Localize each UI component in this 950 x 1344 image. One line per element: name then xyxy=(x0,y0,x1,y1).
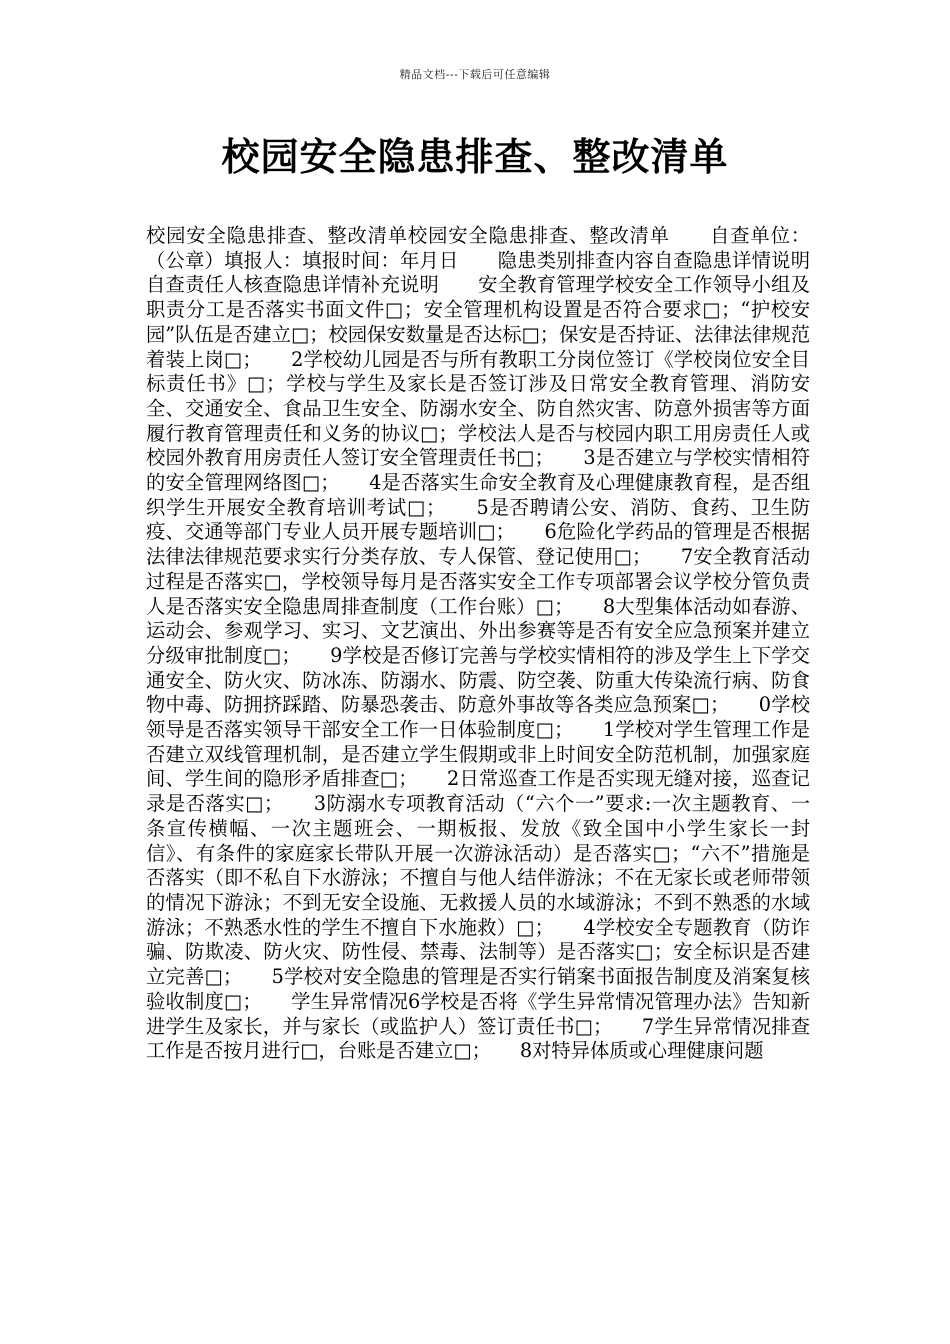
document-title: 校园安全隐患排查、整改清单 xyxy=(221,135,729,179)
header-note: 精品文档---下载后可任意编辑 xyxy=(399,68,551,81)
document-body: 校园安全隐患排查、整改清单校园安全隐患排查、整改清单 自查单位：（公章）填报人：填报时间：年月日 隐患类别排查内容自查隐患详情说明自查责任人核查隐患详情补充说明 安全教育管理学校安全工作领导小组及职责分工是否落实书面文件□；安全管理机构设置是否符合要求□；“护校安园”队伍是否建立□；校园保安数量是否达标□；保安是否持证、法律法律规范着装上岗□； 2学校幼儿园是否与所有教职工分岗位签订《学校岗位安全目标责任书》□；学校与学生及家长是否签订涉及日常安全教育管理、消防安全、交通安全、食品卫生安全、防溺水安全、防自然灾害、防意外损害等方面履行教育管理责任和义务的协议□；学校法人是否与校园内职工用房责任人或校园外教育用房责任人签订安全管理责任书□； 3是否建立与学校实情相符的安全管理网络图□； 4是否落实生命安全教育及心理健康教育程，是否组织学生开展安全教育培训考试□； 5是否聘请公安、消防、食药、卫生防疫、交通等部门专业人员开展专题培训□； 6危险化学药品的管理是否根据法律法律规范要求实行分类存放、专人保管、登记使用□； 7安全教育活动过程是否落实□，学校领导每月是否落实安全工作专项部署会议学校分管负责人是否落实安全隐患周排查制度（工作台账）□； 8大型集体活动如春游、运动会、参观学习、实习、文艺演出、外出参赛等是否有安全应急预案并建立分级审批制度□； 9学校是否修订完善与学校实情相符的涉及学生上下学交通安全、防火灾、防冰冻、防溺水、防震、防空袭、防重大传染流行病、防食物中毒、防拥挤踩踏、防暴恐袭击、防意外事故等各类应急预案□； 0学校领导是否落实领导干部安全工作一日体验制度□； 1学校对学生管理工作是否建立双线管理机制，是否建立学生假期或非上时间安全防范机制，加强家庭间、学生间的隐形矛盾排查□； 2日常巡查工作是否实现无缝对接，巡查记录是否落实□； 3防溺水专项教育活动（“六个一”要求:一次主题教育、一条宣传横幅、一次主题班会、一期板报、发放《致全国中小学生家长一封信》、有条件的家庭家长带队开展一次游泳活动）是否落实□；“六不”措施是否落实（即不私自下水游泳；不擅自与他人结伴游泳；不在无家长或老师带领的情况下游泳；不到无安全设施、无救援人员的水域游泳；不到不熟悉的水域游泳；不熟悉水性的学生不擅自下水施救）□； 4学校安全专题教育（防诈骗、防欺凌、防火灾、防性侵、禁毒、法制等）是否落实□；安全标识是否建立完善□； 5学校对安全隐患的管理是否实行销案书面报告制度及消案复核验收制度□； 学生异常情况6学校是否将《学生异常情况管理办法》告知新进学生及家长，并与家长（或监护人）签订责任书□； 7学生异常情况排查工作是否按月进行□，台账是否建立□； 8对特异体质或心理健康问题 xyxy=(146,224,810,1063)
